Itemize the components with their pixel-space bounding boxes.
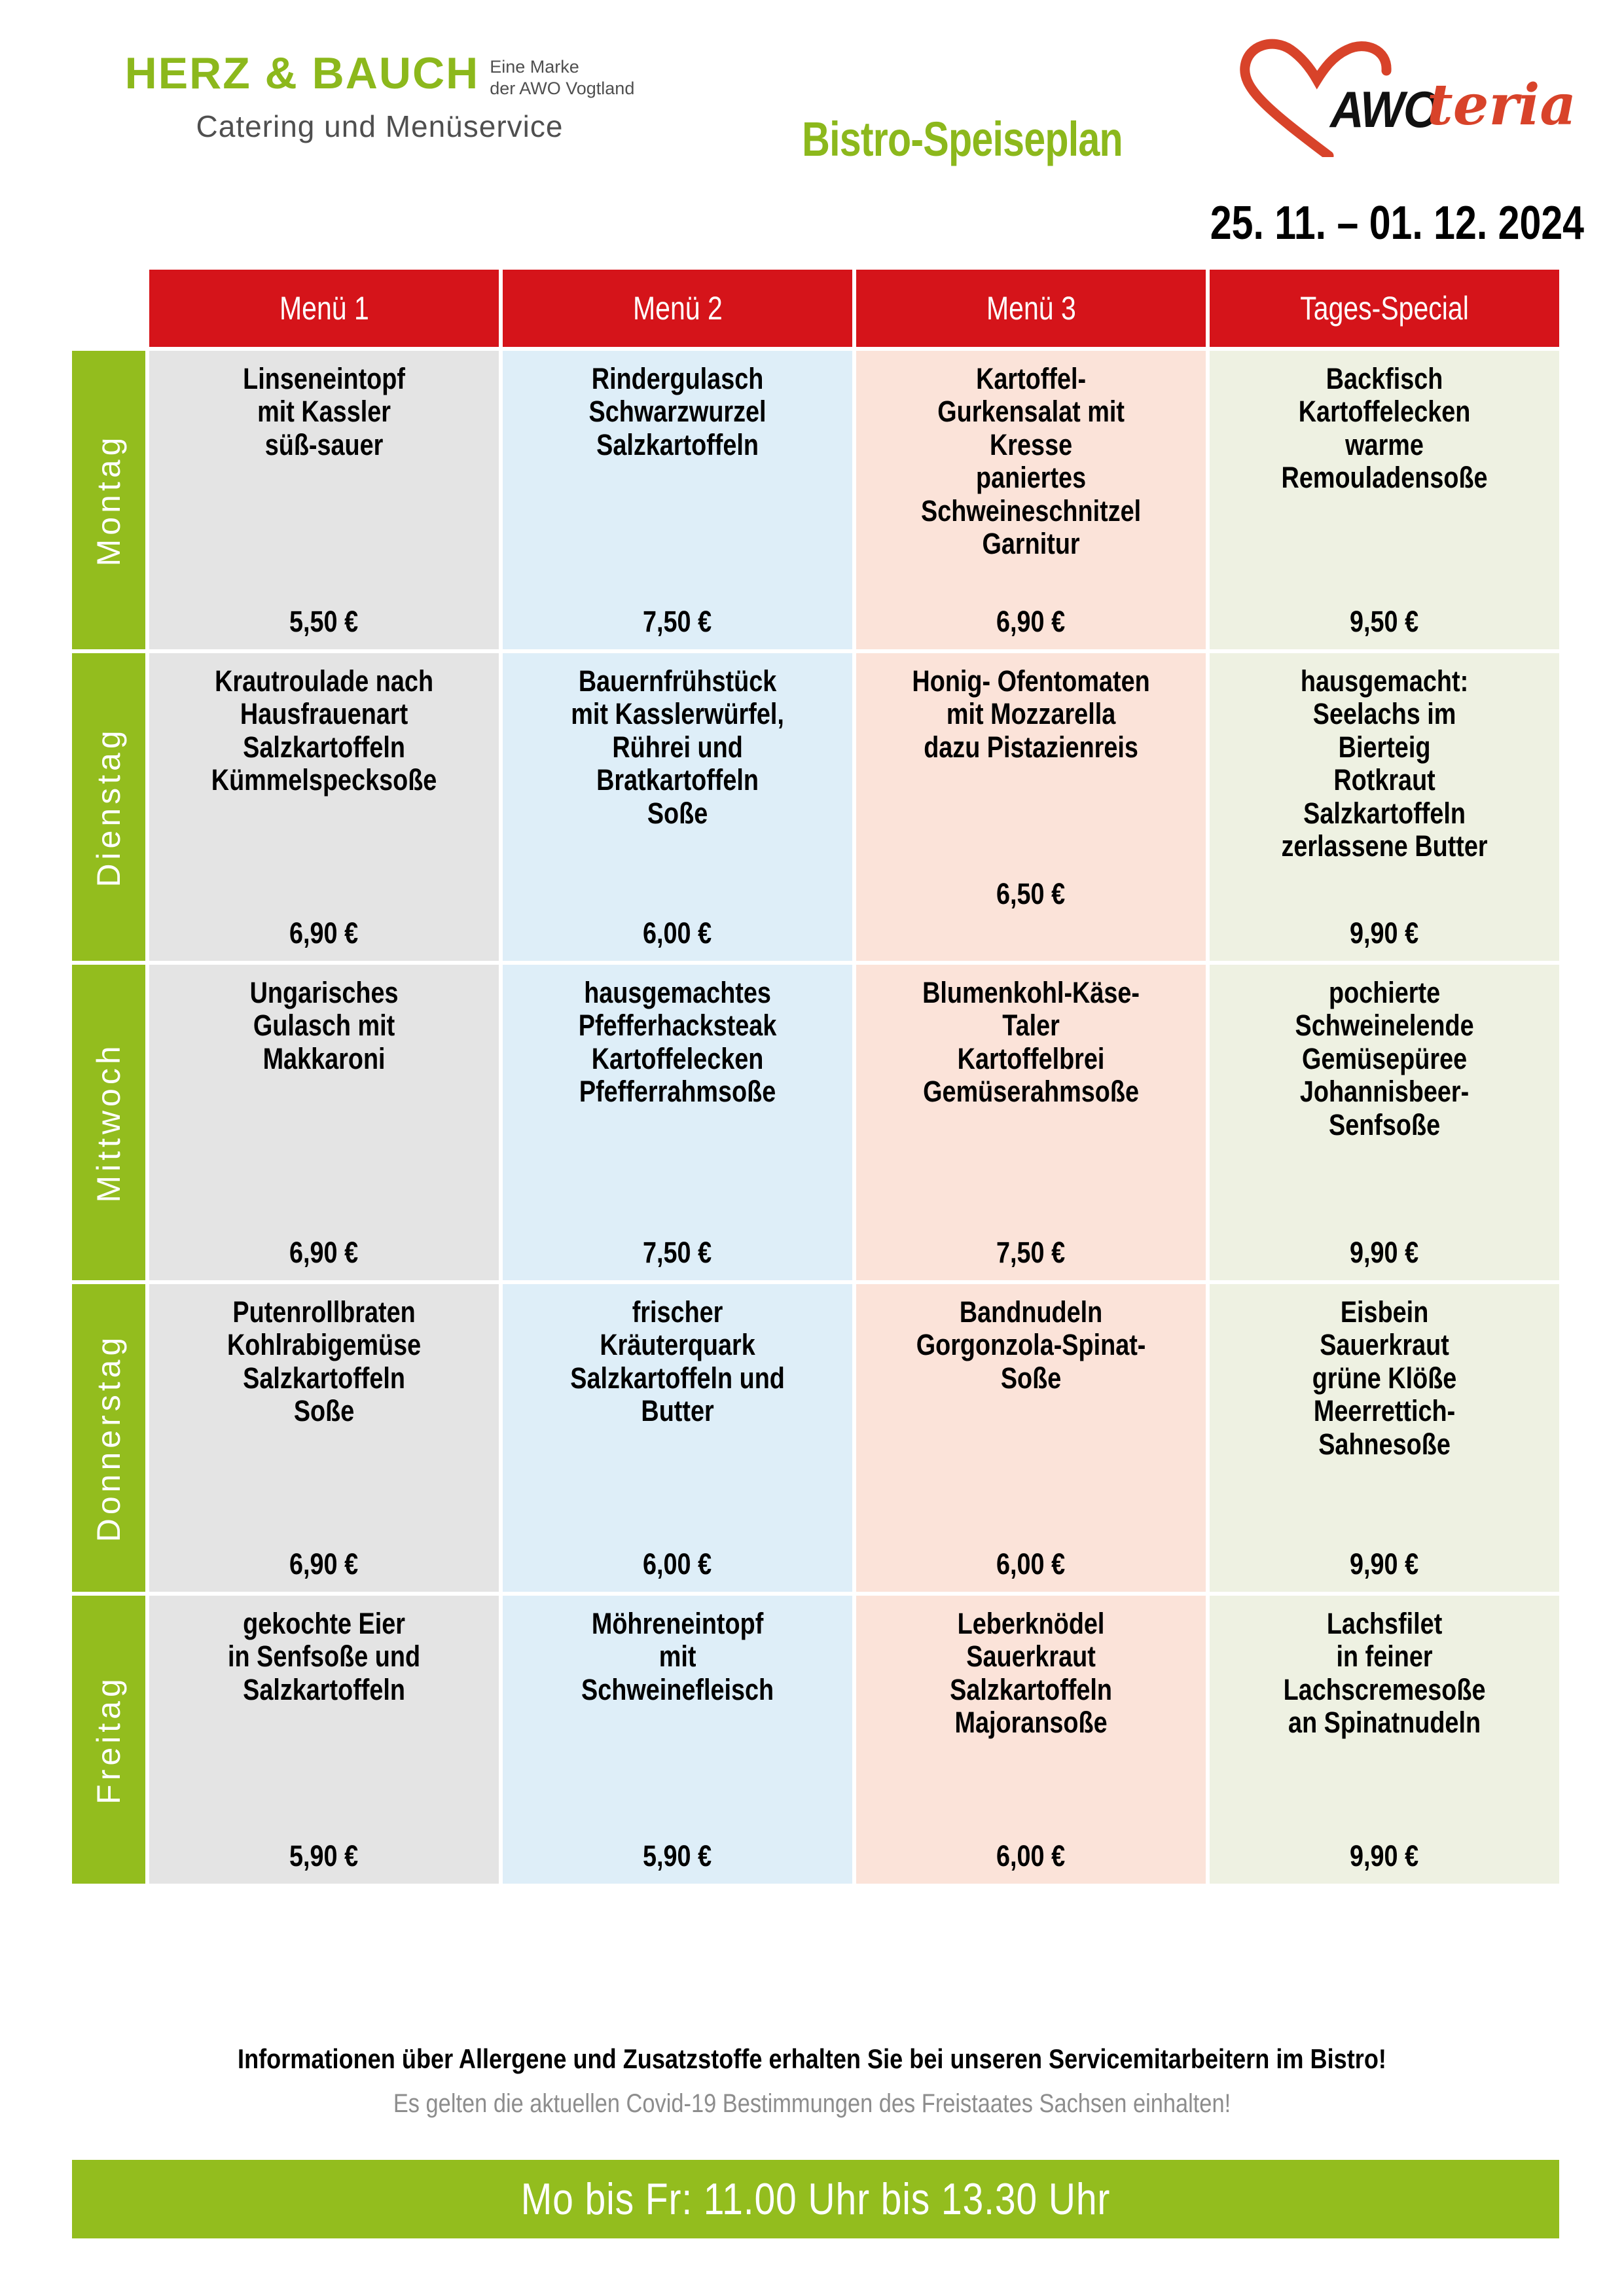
awoteria-logo bbox=[1231, 33, 1577, 157]
opening-hours-text: Mo bis Fr: 11.00 Uhr bis 13.30 Uhr bbox=[520, 2174, 1111, 2224]
price: 6,50 € bbox=[996, 877, 1066, 910]
herz-und-bauch-logo bbox=[85, 48, 674, 144]
price: 7,50 € bbox=[996, 1236, 1066, 1269]
menu-cell bbox=[856, 1284, 1206, 1592]
dish-description: Backfisch Kartoffelecken warme Remouladensoße bbox=[1281, 362, 1488, 495]
brand-name: HERZ & BAUCH bbox=[124, 48, 480, 98]
menu-cell bbox=[503, 1284, 852, 1592]
price: 5,90 € bbox=[643, 1839, 712, 1873]
menu-cell bbox=[149, 351, 499, 649]
dish-description: hausgemachtes Pfefferhacksteak Kartoffelecken Pfefferrahmsoße bbox=[578, 976, 777, 1109]
menu-table bbox=[72, 270, 1559, 1884]
dish-description: Bauernfrühstück mit Kasslerwürfel, Rührei und Bratkartoffeln Soße bbox=[571, 664, 784, 830]
dish-description: frischer Kräuterquark Salzkartoffeln und Butter bbox=[570, 1295, 785, 1428]
table-row bbox=[72, 351, 1559, 649]
price: 6,90 € bbox=[996, 605, 1066, 638]
menu-cell bbox=[1210, 351, 1559, 649]
price: 6,90 € bbox=[289, 1236, 359, 1269]
teria-wordmark: teria bbox=[1427, 72, 1577, 138]
dish-description: Rindergulasch Schwarzwurzel Salzkartoffeln bbox=[588, 362, 767, 461]
menu-cell bbox=[1210, 653, 1559, 961]
price: 7,50 € bbox=[643, 605, 712, 638]
dish-description: Kartoffel- Gurkensalat mit Kresse paniertes Schweineschnitzel Garnitur bbox=[920, 362, 1142, 560]
menu-cell bbox=[149, 965, 499, 1280]
dish-description: Blumenkohl-Käse- Taler Kartoffelbrei Gemüserahmsoße bbox=[922, 976, 1140, 1109]
dish-description: Eisbein Sauerkraut grüne Klöße Meerrettich- Sahnesoße bbox=[1312, 1295, 1457, 1461]
menu-cell bbox=[1210, 965, 1559, 1280]
dish-description: pochierte Schweinelende Gemüsepüree Johannisbeer- Senfsoße bbox=[1295, 976, 1474, 1141]
day-label-mittwoch: Mittwoch bbox=[72, 965, 145, 1280]
dish-description: Krautroulade nach Hausfrauenart Salzkartoffeln Kümmelspecksoße bbox=[211, 664, 437, 797]
table-row bbox=[72, 965, 1559, 1280]
dish-description: Honig- Ofentomaten mit Mozzarella dazu Pistazienreis bbox=[912, 664, 1150, 764]
price: 6,00 € bbox=[643, 916, 712, 950]
price: 9,90 € bbox=[1350, 1839, 1419, 1873]
price: 5,50 € bbox=[289, 605, 359, 638]
price: 5,90 € bbox=[289, 1839, 359, 1873]
day-label-montag: Montag bbox=[72, 351, 145, 649]
dish-description: Ungarisches Gulasch mit Makkaroni bbox=[249, 976, 399, 1075]
day-label-freitag: Freitag bbox=[72, 1596, 145, 1884]
menu-cell bbox=[856, 653, 1206, 961]
menu-table-header bbox=[149, 270, 1559, 347]
column-header-menu-2: Menü 2 bbox=[503, 270, 852, 347]
price: 6,90 € bbox=[289, 916, 359, 950]
awo-wordmark: AWO bbox=[1330, 81, 1439, 138]
dish-description: Lachsfilet in feiner Lachscremesoße an Spinatnudeln bbox=[1283, 1607, 1486, 1740]
menu-cell bbox=[503, 965, 852, 1280]
price: 9,90 € bbox=[1350, 1236, 1419, 1269]
price: 6,90 € bbox=[289, 1547, 359, 1581]
menu-cell bbox=[1210, 1596, 1559, 1884]
covid-note: Es gelten die aktuellen Covid-19 Bestimmungen des Freistaates Sachsen einhalten! bbox=[393, 2089, 1231, 2118]
menu-cell bbox=[503, 351, 852, 649]
allergen-note: Informationen über Allergene und Zusatzstoffe erhalten Sie bei unseren Servicemitarbeitern im Bistro! bbox=[238, 2043, 1386, 2074]
dish-description: Bandnudeln Gorgonzola-Spinat- Soße bbox=[916, 1295, 1146, 1395]
menu-cell bbox=[856, 351, 1206, 649]
table-row bbox=[72, 1284, 1559, 1592]
menu-cell bbox=[149, 653, 499, 961]
brand-subtitle-line1: Eine Marke bbox=[490, 57, 579, 77]
table-row bbox=[72, 1596, 1559, 1884]
price: 6,00 € bbox=[996, 1547, 1066, 1581]
date-range: 25. 11. – 01. 12. 2024 bbox=[1210, 197, 1584, 249]
brand-tagline: Catering und Menüservice bbox=[196, 109, 564, 143]
dish-description: hausgemacht: Seelachs im Bierteig Rotkraut Salzkartoffeln zerlassene Butter bbox=[1281, 664, 1488, 863]
price: 7,50 € bbox=[643, 1236, 712, 1269]
menu-cell bbox=[149, 1596, 499, 1884]
menu-cell bbox=[856, 965, 1206, 1280]
price: 9,50 € bbox=[1350, 605, 1419, 638]
menu-cell bbox=[503, 653, 852, 961]
price: 9,90 € bbox=[1350, 1547, 1419, 1581]
column-header-menu-3: Menü 3 bbox=[856, 270, 1206, 347]
table-row bbox=[72, 653, 1559, 961]
menu-cell bbox=[149, 1284, 499, 1592]
menu-cell bbox=[856, 1596, 1206, 1884]
day-label-dienstag: Dienstag bbox=[72, 653, 145, 961]
brand-subtitle bbox=[490, 51, 634, 99]
column-header-menu-1: Menü 1 bbox=[149, 270, 499, 347]
day-label-donnerstag: Donnerstag bbox=[72, 1284, 145, 1592]
menu-cell bbox=[503, 1596, 852, 1884]
dish-description: Leberknödel Sauerkraut Salzkartoffeln Majoransoße bbox=[950, 1607, 1112, 1740]
dish-description: Linseneintopf mit Kassler süß-sauer bbox=[243, 362, 405, 461]
column-header-tages-special: Tages-Special bbox=[1210, 270, 1559, 347]
price: 6,00 € bbox=[996, 1839, 1066, 1873]
poster-header bbox=[0, 0, 1624, 262]
page-title: Bistro-Speiseplan bbox=[802, 112, 1123, 166]
dish-description: Putenrollbraten Kohlrabigemüse Salzkartoffeln Soße bbox=[226, 1295, 422, 1428]
opening-hours-bar bbox=[72, 2160, 1559, 2238]
menu-cell bbox=[1210, 1284, 1559, 1592]
dish-description: Möhreneintopf mit Schweinefleisch bbox=[581, 1607, 774, 1706]
price: 9,90 € bbox=[1350, 916, 1419, 950]
dish-description: gekochte Eier in Senfsoße und Salzkartoffeln bbox=[227, 1607, 420, 1706]
brand-subtitle-line2: der AWO Vogtland bbox=[490, 78, 635, 98]
price: 6,00 € bbox=[643, 1547, 712, 1581]
